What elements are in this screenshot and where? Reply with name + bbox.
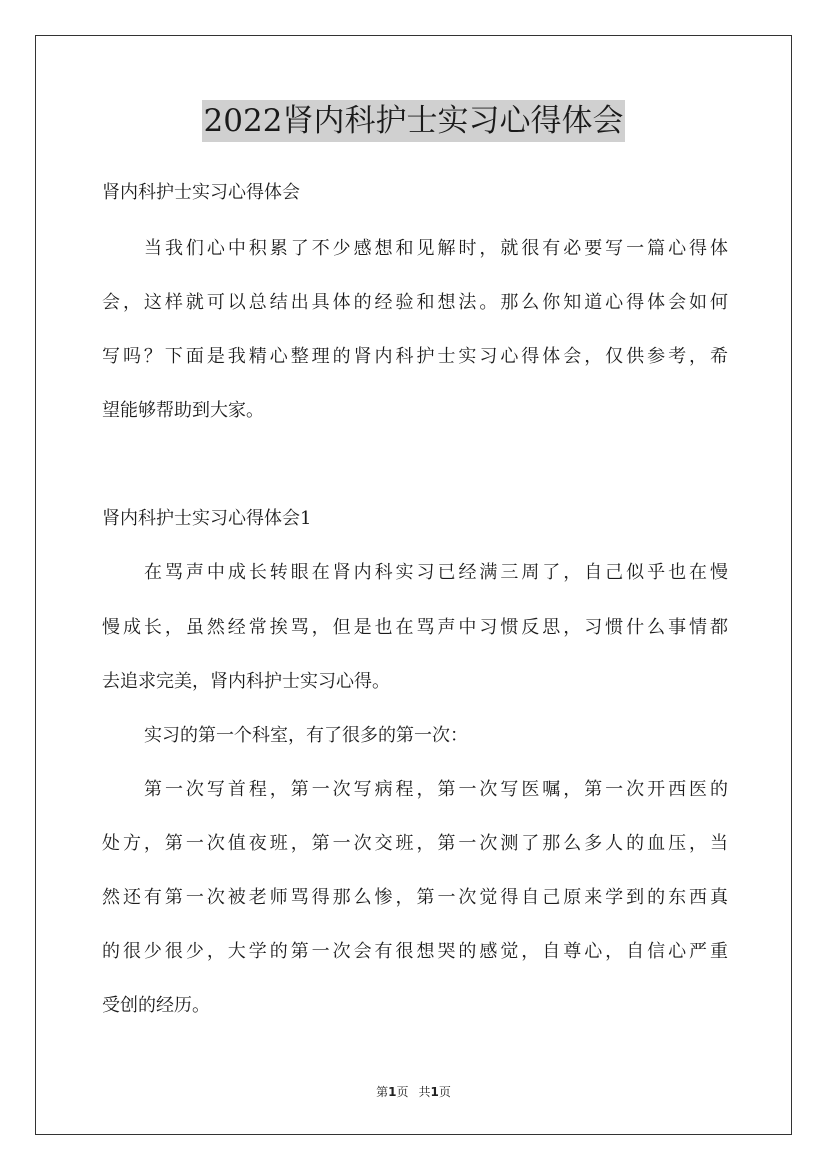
intro-line-4: 望能够帮助到大家。 bbox=[102, 400, 264, 421]
footer-total-number: 1 bbox=[430, 1085, 439, 1099]
para1-line-2: 慢成长，虽然经常挨骂，但是也在骂声中习惯反思，习惯什么事情都 bbox=[102, 617, 728, 638]
page-footer bbox=[0, 1084, 827, 1100]
para1-line-3: 去追求完美，肾内科护士实习心得。 bbox=[102, 671, 390, 692]
para1-line-1: 在骂声中成长转眼在肾内科实习已经满三周了，自己似乎也在慢 bbox=[144, 562, 728, 583]
para3-line-1: 第一次写首程，第一次写病程，第一次写医嘱，第一次开西医的 bbox=[144, 779, 728, 800]
intro-line-1: 当我们心中积累了不少感想和见解时，就很有必要写一篇心得体 bbox=[144, 238, 728, 259]
para3-line-5: 受创的经历。 bbox=[102, 995, 210, 1016]
intro-line-2: 会，这样就可以总结出具体的经验和想法。那么你知道心得体会如何 bbox=[102, 292, 728, 313]
para3-line-4: 的很少很少，大学的第一次会有很想哭的感觉，自尊心，自信心严重 bbox=[102, 941, 728, 962]
footer-page-suffix: 页 bbox=[396, 1085, 409, 1099]
title-wrap bbox=[0, 100, 827, 142]
footer-total-prefix: 共 bbox=[418, 1085, 431, 1099]
footer-total-suffix: 页 bbox=[438, 1085, 451, 1099]
section-heading-2: 肾内科护士实习心得体会1 bbox=[102, 508, 312, 529]
para3-line-3: 然还有第一次被老师骂得那么惨，第一次觉得自己原来学到的东西真 bbox=[102, 887, 728, 908]
para3-line-2: 处方，第一次值夜班，第一次交班，第一次测了那么多人的血压，当 bbox=[102, 833, 728, 854]
para2-line-1: 实习的第一个科室，有了很多的第一次： bbox=[144, 725, 468, 746]
section-heading-1: 肾内科护士实习心得体会 bbox=[102, 182, 300, 203]
footer-page-prefix: 第 bbox=[376, 1085, 389, 1099]
intro-line-3: 写吗？下面是我精心整理的肾内科护士实习心得体会，仅供参考，希 bbox=[102, 346, 728, 367]
footer-page-number: 1 bbox=[388, 1085, 397, 1099]
document-title: 2022肾内科护士实习心得体会 bbox=[202, 100, 626, 142]
